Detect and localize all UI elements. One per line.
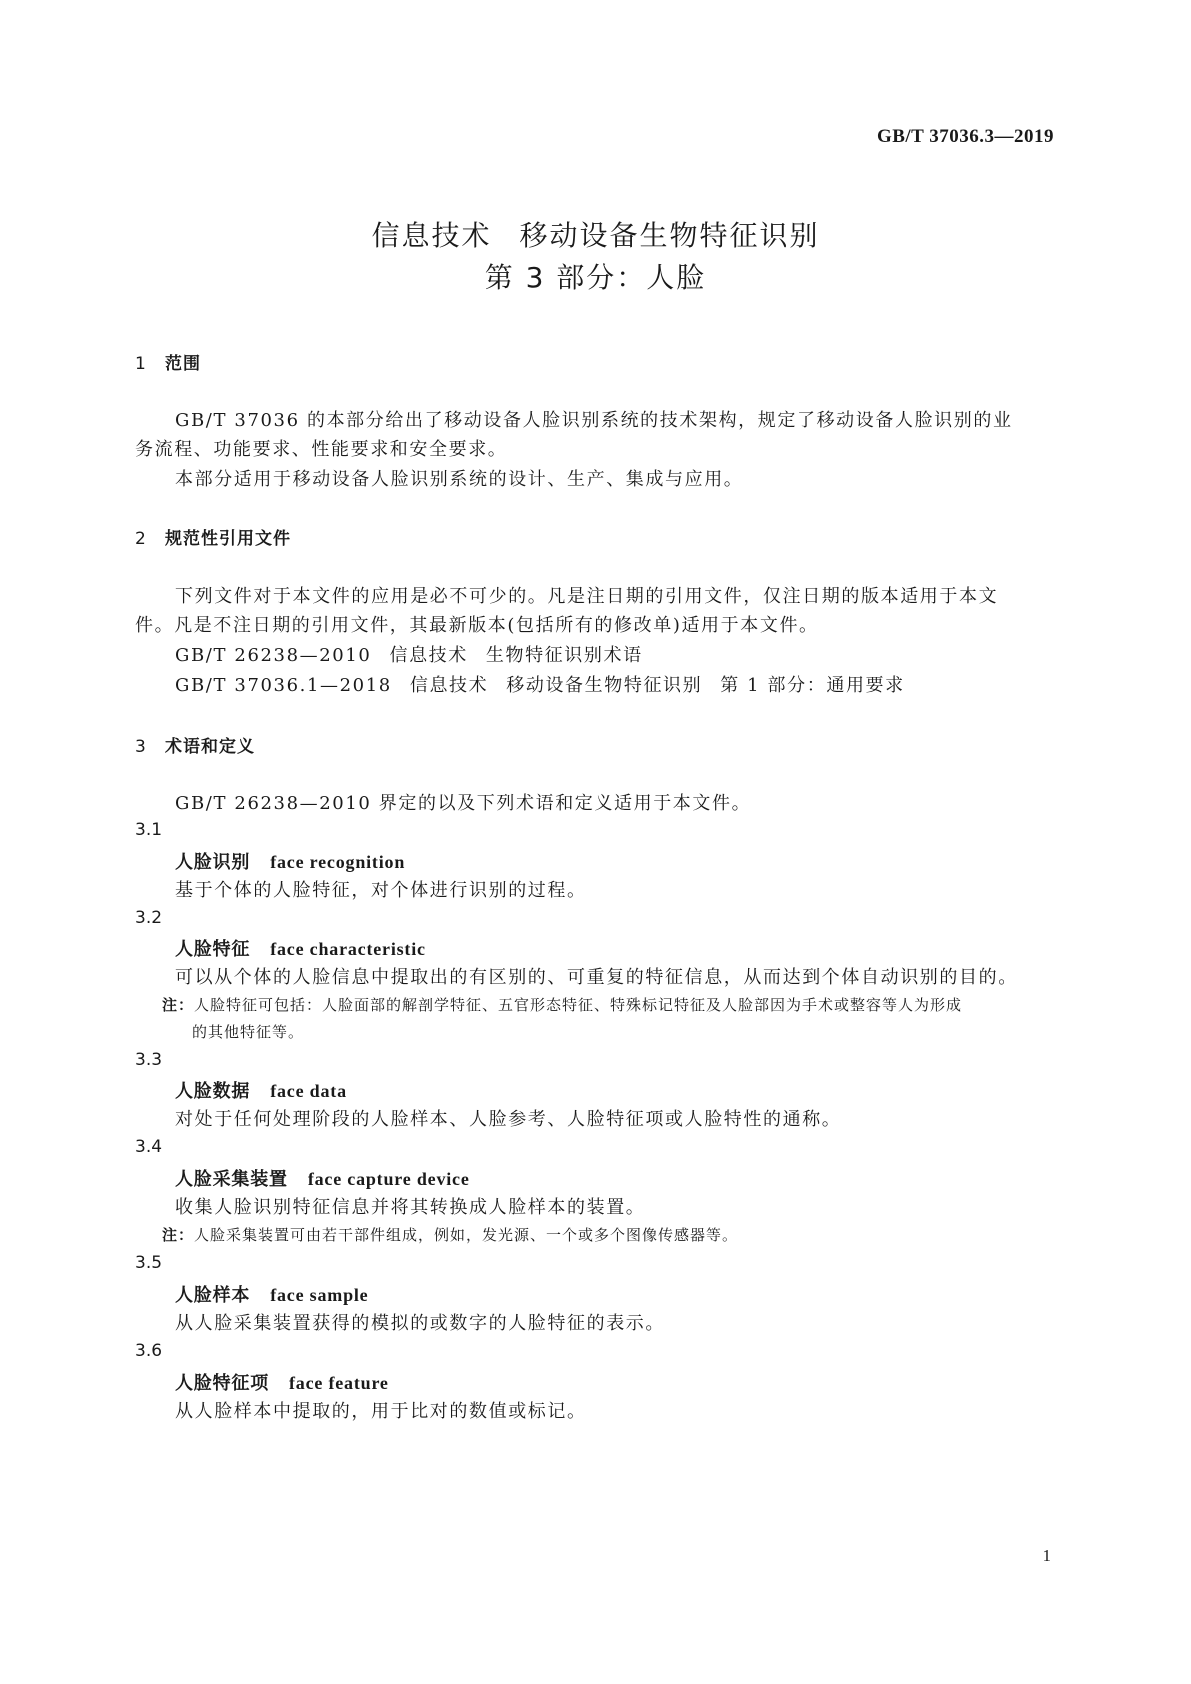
page-number: 1 xyxy=(1042,1546,1051,1565)
reference-item: GB/T 37036.1—2018 信息技术 移动设备生物特征识别 第 1 部分：通用要求 xyxy=(175,675,905,696)
term-definition: 基于个体的人脸特征，对个体进行识别的过程。 xyxy=(175,880,587,901)
section-heading-normative-references xyxy=(135,524,291,549)
reference-item: GB/T 26238—2010 信息技术 生物特征识别术语 xyxy=(175,645,643,666)
term-number: 3.6 xyxy=(135,1341,163,1361)
normative-paragraph-line2: 件。凡是不注日期的引用文件，其最新版本(包括所有的修改单)适用于本文件。 xyxy=(135,615,819,636)
term-definition: 对处于任何处理阶段的人脸样本、人脸参考、人脸特征项或人脸特性的通称。 xyxy=(175,1109,842,1130)
term-definition: 从人脸样本中提取的，用于比对的数值或标记。 xyxy=(175,1401,587,1422)
term-heading: 人脸采集装置 face capture device xyxy=(175,1169,470,1190)
section-number: 1 xyxy=(135,354,147,374)
term-heading: 人脸样本 face sample xyxy=(175,1285,369,1306)
term-definition: 可以从个体的人脸信息中提取出的有区别的、可重复的特征信息，从而达到个体自动识别的目的。 xyxy=(175,967,1018,988)
normative-paragraph-line1: 下列文件对于本文件的应用是必不可少的。凡是注日期的引用文件，仅注日期的版本适用于本文 xyxy=(175,586,999,607)
document-title-line1 xyxy=(0,214,1191,254)
term-number: 3.4 xyxy=(135,1137,163,1157)
scope-paragraph-2: 本部分适用于移动设备人脸识别系统的设计、生产、集成与应用。 xyxy=(175,469,744,490)
section-heading-terms-definitions xyxy=(135,732,255,757)
section-number: 2 xyxy=(135,529,147,549)
scope-paragraph-line2: 务流程、功能要求、性能要求和安全要求。 xyxy=(135,439,508,460)
term-note: 注：人脸特征可包括：人脸面部的解剖学特征、五官形态特征、特殊标记特征及人脸部因为手术或整容等人为形成 xyxy=(162,996,963,1014)
term-heading: 人脸特征 face characteristic xyxy=(175,939,426,960)
section-number: 3 xyxy=(135,737,147,757)
term-number: 3.5 xyxy=(135,1253,163,1273)
term-number: 3.1 xyxy=(135,820,163,840)
scope-paragraph-line1: GB/T 37036 的本部分给出了移动设备人脸识别系统的技术架构，规定了移动设备人脸识别的业 xyxy=(175,410,1013,431)
term-number: 3.3 xyxy=(135,1050,163,1070)
section-heading-scope xyxy=(135,349,201,374)
term-definition: 从人脸采集装置获得的模拟的或数字的人脸特征的表示。 xyxy=(175,1313,665,1334)
term-note: 注：人脸采集装置可由若干部件组成，例如，发光源、一个或多个图像传感器等。 xyxy=(162,1226,739,1244)
standard-code: GB/T 37036.3—2019 xyxy=(876,126,1054,147)
section-title: 范围 xyxy=(165,354,201,374)
term-heading: 人脸数据 face data xyxy=(175,1081,347,1102)
section-title: 规范性引用文件 xyxy=(165,529,291,549)
terms-intro: GB/T 26238—2010 界定的以及下列术语和定义适用于本文件。 xyxy=(175,793,752,814)
term-heading: 人脸特征项 face feature xyxy=(175,1373,389,1394)
title-part-a: 信息技术 xyxy=(371,219,492,252)
document-title-line2: 第 3 部分：人脸 xyxy=(484,261,707,294)
title-part-b: 移动设备生物特征识别 xyxy=(519,219,820,252)
term-number: 3.2 xyxy=(135,908,163,928)
term-definition: 收集人脸识别特征信息并将其转换成人脸样本的装置。 xyxy=(175,1197,646,1218)
section-title: 术语和定义 xyxy=(165,737,255,757)
term-note-continuation: 的其他特征等。 xyxy=(192,1023,305,1041)
term-heading: 人脸识别 face recognition xyxy=(175,852,406,873)
